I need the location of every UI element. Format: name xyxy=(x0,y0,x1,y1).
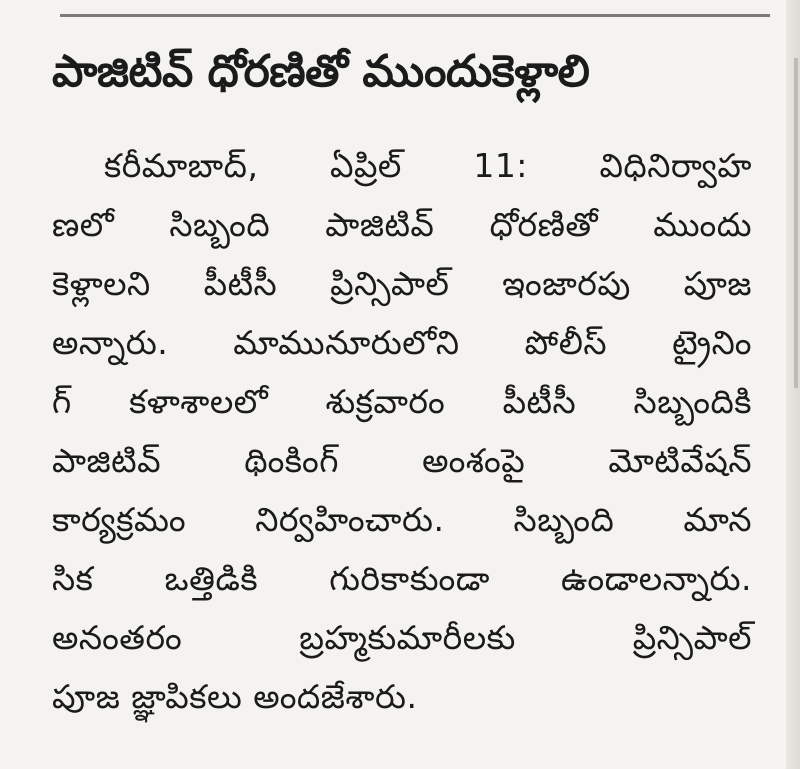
article-body xyxy=(52,136,752,726)
article-line: కార్యక్రమం నిర్వహించారు. సిబ్బంది మాన xyxy=(52,500,752,539)
article-line: కరీమాబాద్, ఏప్రిల్ 11: విధినిర్వాహ xyxy=(104,146,752,185)
edge-mark xyxy=(794,58,798,388)
article-line: గ్ కళాశాలలో శుక్రవారం పీటీసీ సిబ్బందికి xyxy=(52,382,752,421)
article-headline: పాజిటివ్ ధోరణితో ముందుకెళ్లాలి xyxy=(52,46,590,97)
article-line: అన్నారు. మామునూరులోని పోలీస్ ట్రైనిం xyxy=(52,323,752,362)
article-line: సిక ఒత్తిడికి గురికాకుండా ఉండాలన్నారు. xyxy=(52,559,752,598)
article-line: అనంతరం బ్రహ్మకుమారీలకు ప్రిన్సిపాల్ xyxy=(52,618,752,657)
top-rule xyxy=(60,14,770,17)
page-edge xyxy=(786,0,800,769)
article-line: కెళ్లాలని పీటీసీ ప్రిన్సిపాల్ ఇంజారపు పూజ xyxy=(52,264,752,303)
article-line: పూజ జ్ఞాపికలు అందజేశారు. xyxy=(52,677,418,716)
article-line: ణలో సిబ్బంది పాజిటివ్ ధోరణితో ముందు xyxy=(52,205,752,244)
article-line: పాజిటివ్ థింకింగ్ అంశంపై మోటివేషన్ xyxy=(52,441,752,480)
